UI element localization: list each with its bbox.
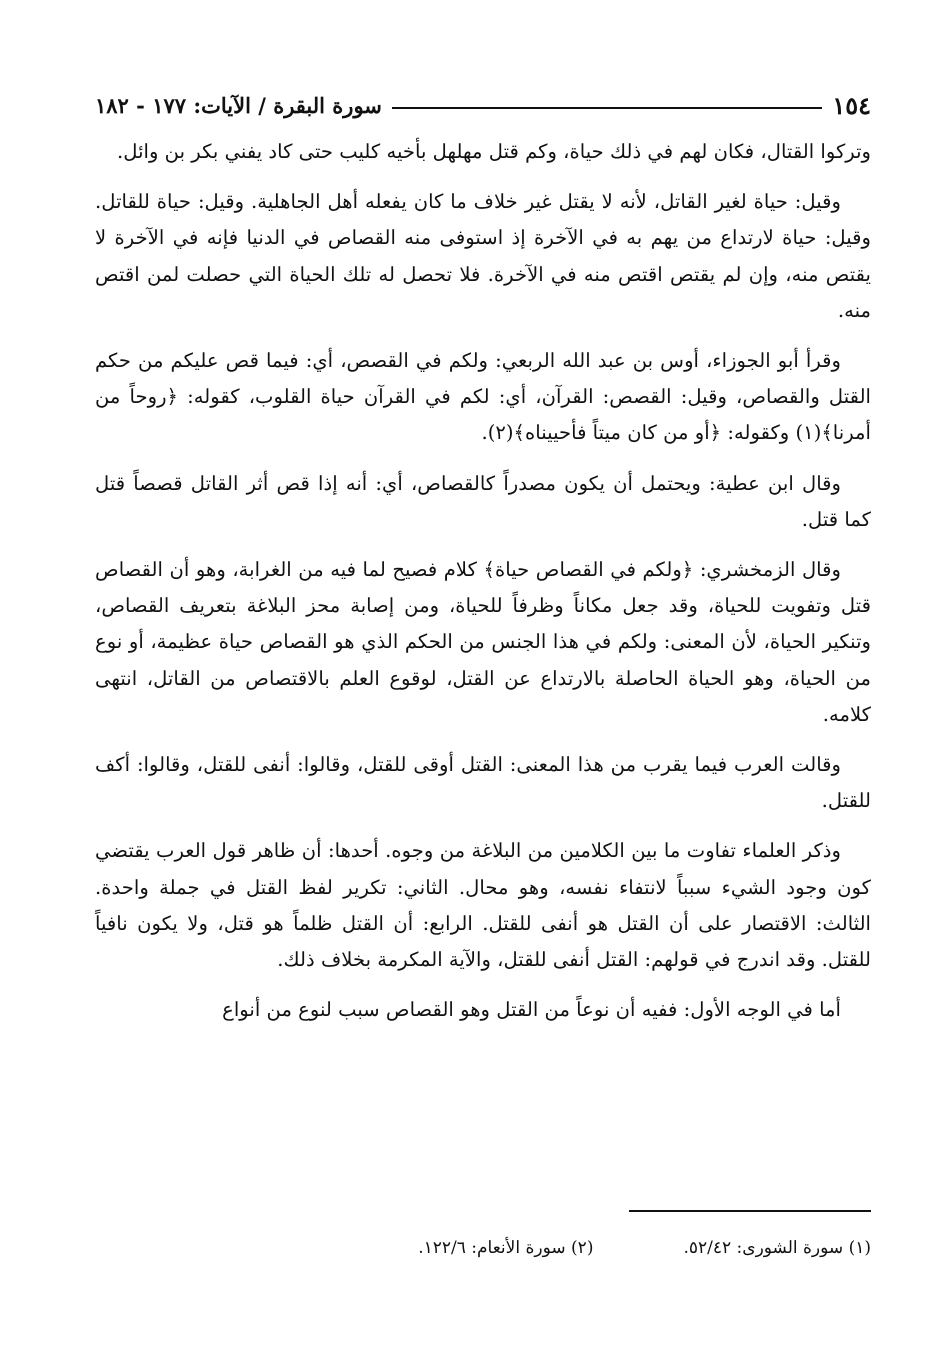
paragraph: وقالت العرب فيما يقرب من هذا المعنى: القتل أوقى للقتل، وقالوا: أنفى للقتل، وقالوا: أكف للقتل. [95, 753, 871, 813]
paragraph: وقرأ أبو الجوزاء، أوس بن عبد الله الربعي: ولكم في القصص، أي: فيما قص عليكم من حكم القتل والقصاص، وقيل: القصص: القرآن، أي: لكم في القرآن حياة القلوب، كقوله: ﴿روحاً من أمرنا﴾(١) وكقوله: ﴿أو من كان ميتاً فأحييناه﴾(٢). [95, 349, 871, 445]
paragraph: وقال الزمخشري: ﴿ولكم في القصاص حياة﴾ كلام فصيح لما فيه من الغرابة، وهو أن القصاص قتل وتفويت للحياة، وقد جعل مكاناً وظرفاً للحياة، ومن إصابة محز البلاغة بتعريف القصاص، وتنكير الحياة، لأن المعنى: ولكم في هذا الجنس من الحكم الذي هو القصاص حياة عظيمة، أو نوع من الحياة، وهو الحياة الحاصلة بالارتداع عن القتل، لوقوع العلم بالاقتصاص من القاتل، انتهى كلامه. [95, 558, 871, 726]
main-text [95, 134, 871, 1028]
paragraph: وقيل: حياة لغير القاتل، لأنه لا يقتل غير خلاف ما كان يفعله أهل الجاهلية. وقيل: حياة للقاتل. وقيل: حياة لارتداع من يهم به في الآخرة إذ استوفى منه القصاص في الدنيا فإنه في الآخرة لا يقتص منه، وإن لم يقتص اقتص منه في الآخرة. فلا تحصل له تلك الحياة التي حصلت لمن اقتص منه. [95, 190, 871, 322]
header-rule [392, 107, 822, 109]
paragraph: وقال ابن عطية: ويحتمل أن يكون مصدراً كالقصاص، أي: أنه إذا قص أثر القاتل قصصاً قتل كما قتل. [95, 471, 871, 531]
footnotes [95, 1238, 871, 1258]
page-number: ١٥٤ [832, 90, 871, 120]
paragraph: وذكر العلماء تفاوت ما بين الكلامين من البلاغة من وجوه. أحدها: أن ظاهر قول العرب يقتضي كون وجود الشيء سبباً لانتفاء نفسه، وهو محال. الثاني: تكرير لفظ القتل في جملة واحدة. الثالث: الاقتصار على أن القتل هو أنفى للقتل. الرابع: أن القتل ظلماً هو قتل، ولا يكون نافياً للقتل. وقد اندرج في قولهم: القتل أنفى للقتل، والآية المكرمة بخلاف ذلك. [95, 839, 871, 972]
footnote: (٢) سورة الأنعام: ١٢٢/٦. [418, 1238, 594, 1258]
running-title: سورة البقرة / الآيات: ١٧٧ - ١٨٢ [95, 92, 382, 118]
paragraph: أما في الوجه الأول: ففيه أن نوعاً من القتل وهو القصاص سبب لنوع من أنواع [222, 998, 841, 1022]
footnote: (١) سورة الشورى: ٥٢/٤٢. [683, 1238, 871, 1258]
footnote-separator [629, 1210, 871, 1212]
paragraph: وتركوا القتال، فكان لهم في ذلك حياة، وكم قتل مهلهل بأخيه كليب حتى كاد يفني بكر بن وائل. [117, 140, 871, 163]
page-header [95, 88, 871, 122]
